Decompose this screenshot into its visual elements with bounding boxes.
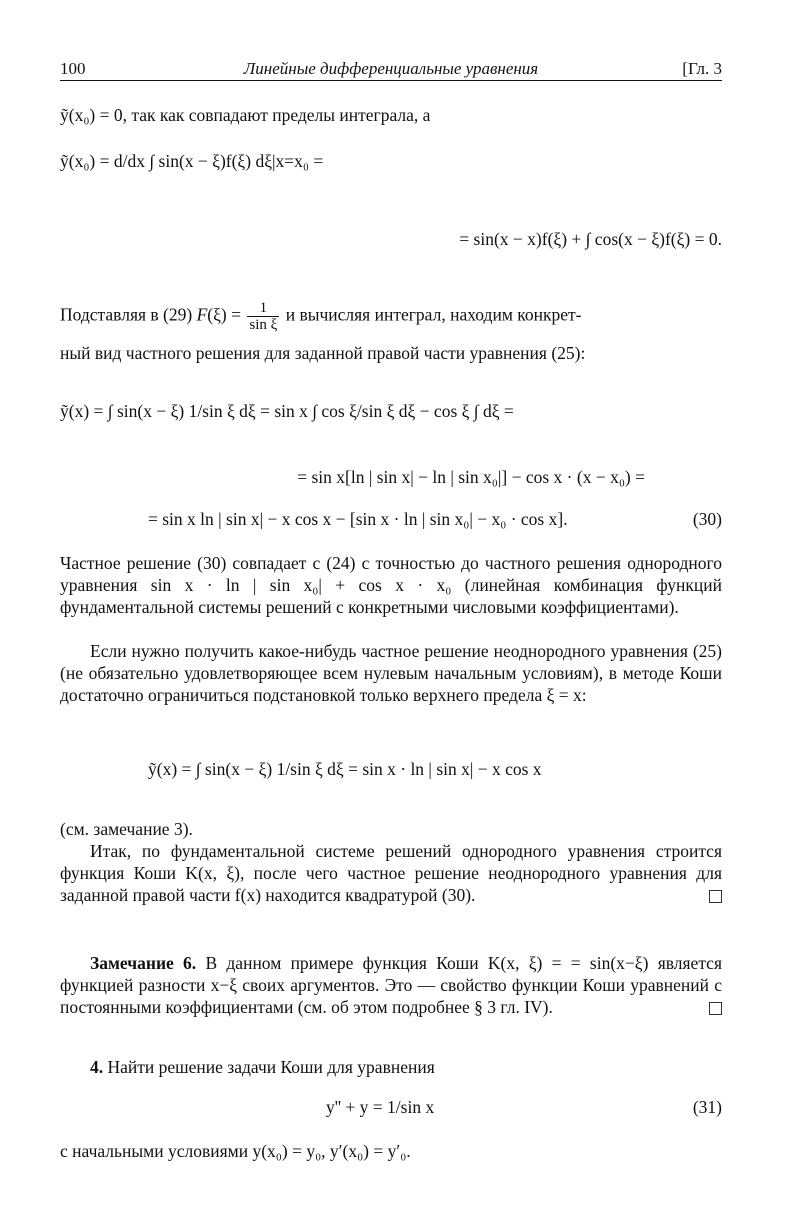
- equation-2-line-2: = sin x[ln | sin x| − ln | sin x₀|] − cos x · (x − x₀) =: [297, 467, 645, 487]
- equation-2-line-3-text: = sin x ln | sin x| − x cos x − [sin x · ln | sin x₀| − x₀ · cos x].: [148, 509, 568, 529]
- problem-4-text: Найти решение задачи Коши для уравнения: [107, 1057, 435, 1077]
- qed-square-icon: [709, 890, 722, 903]
- paragraph-2-middle: и вычисляя интеграл, находим конкрет-: [285, 304, 582, 325]
- header-rule: [60, 80, 722, 81]
- paragraph-1: ỹ(x₀) = 0, так как совпадают пределы интеграла, а: [60, 105, 431, 125]
- fraction-denominator: sin ξ: [249, 317, 278, 333]
- paragraph-6-text: Итак, по фундаментальной системе решений однородного уравнения строится функция Коши K(x, ξ), после чего частное решение неоднородного уравнения для заданной правой части f(x) находится квадратурой (30).: [60, 841, 722, 905]
- chapter-label: [Гл. 3: [682, 59, 722, 78]
- fraction-numerator: 1: [259, 300, 268, 316]
- page-number: 100: [60, 59, 86, 78]
- running-header: [60, 58, 722, 82]
- inline-formula-arg: (ξ) =: [207, 304, 241, 325]
- equation-3: ỹ(x) = ∫ sin(x − ξ) 1/sin ξ dξ = sin x · ln | sin x| − x cos x: [148, 759, 542, 779]
- problem-4-label: 4.: [90, 1057, 104, 1077]
- inline-fraction: [247, 300, 279, 333]
- inline-formula-F: F: [196, 304, 208, 325]
- chapter-text: Гл. 3: [687, 59, 722, 78]
- equation-4: y'' + y = 1/sin x: [326, 1097, 435, 1117]
- equation-number-31: (31): [692, 1097, 722, 1117]
- paragraph-7: с начальными условиями y(x₀) = y₀, y′(x₀) = y′₀.: [60, 1141, 411, 1161]
- paragraph-6: [60, 840, 722, 906]
- equation-2-line-3: [148, 508, 722, 530]
- paragraph-3: Частное решение (30) совпадает с (24) с точностью до частного решения однородного уравнения sin x · ln | sin x₀| + cos x · x₀ (линейная комбинация функций фундаментальной системы решений с конкретными числовыми коэффициентами).: [60, 553, 722, 617]
- equation-1-line-2: = sin(x − x)f(ξ) + ∫ cos(x − ξ)f(ξ) = 0.: [459, 229, 722, 249]
- remark-6-label: Замечание 6.: [90, 953, 197, 973]
- qed-square-icon-2: [709, 1002, 722, 1015]
- remark-6: [60, 952, 722, 1018]
- equation-number-30: (30): [692, 509, 722, 529]
- paragraph-5: (см. замечание 3).: [60, 819, 193, 839]
- running-title: Линейные дифференциальные уравнения: [243, 59, 539, 78]
- paragraph-2-continued: ный вид частного решения для заданной правой части уравнения (25):: [60, 343, 586, 363]
- equation-2-line-1: ỹ(x) = ∫ sin(x − ξ) 1/sin ξ dξ = sin x ∫ cos ξ/sin ξ dξ − cos ξ ∫ dξ =: [60, 401, 514, 421]
- paragraph-2-start: Подставляя в (29): [60, 304, 193, 325]
- remark-6-text: В данном примере функция Коши K(x, ξ) = = sin(x−ξ) является функцией разности x−ξ своих аргументов. Это — свойство функции Коши уравнений с постоянными коэффициентами (см. об этом подробнее § 3 гл. IV).: [60, 953, 723, 1017]
- paragraph-2: [60, 300, 722, 333]
- equation-1-line-1: ỹ(x₀) = d/dx ∫ sin(x − ξ)f(ξ) dξ|x=x₀ =: [60, 151, 324, 171]
- problem-4: [60, 1056, 722, 1078]
- paragraph-4: Если нужно получить какое-нибудь частное решение неоднородного уравнения (25) (не обязательно удовлетворяющее всем нулевым начальным условиям), в методе Коши достаточно ограничиться подстановкой только верхнего предела ξ = x:: [60, 641, 722, 705]
